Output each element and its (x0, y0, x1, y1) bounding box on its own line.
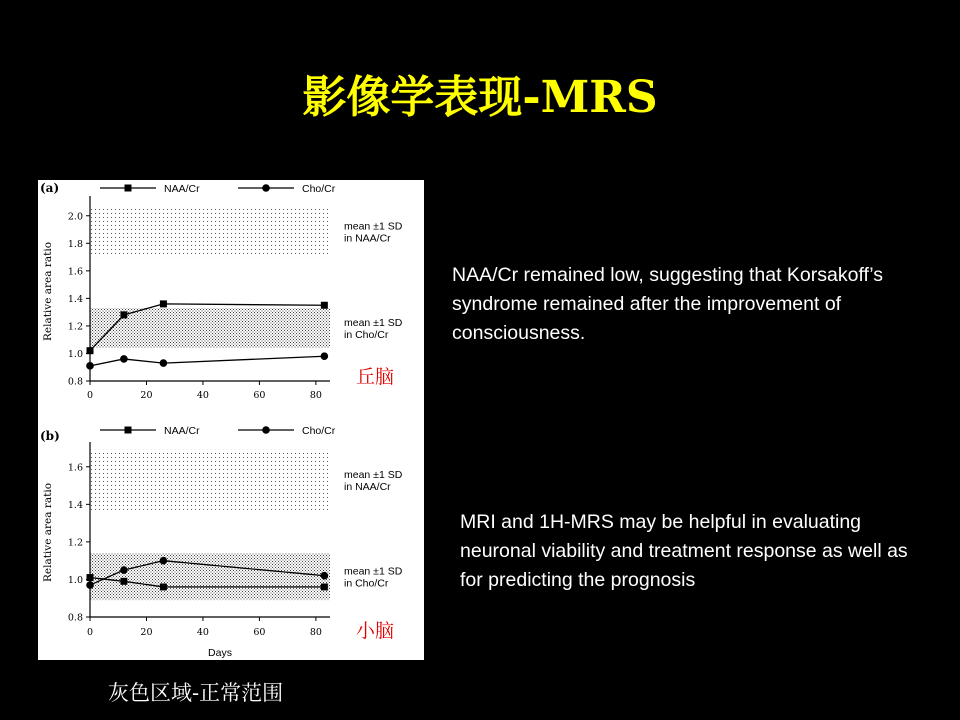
data-point-cho-cr (86, 581, 94, 589)
band-label: mean ±1 SD in Cho/Cr (344, 316, 403, 341)
x-tick-label: 40 (196, 390, 209, 401)
panel-label: (a) (40, 181, 60, 195)
gray-area-caption: 灰色区域-正常范围 (108, 681, 284, 705)
region-label-thalamus: 丘脑 (356, 366, 395, 388)
data-point-naa-cr (87, 574, 94, 581)
data-point-naa-cr (321, 583, 328, 590)
x-tick-label: 20 (140, 390, 153, 401)
data-point-cho-cr (321, 572, 329, 580)
legend-entry: Cho/Cr (302, 183, 336, 195)
y-tick-label: 1.4 (67, 499, 83, 511)
x-tick-label: 20 (140, 627, 153, 638)
y-tick-label: 2.0 (67, 211, 83, 223)
data-point-naa-cr (120, 578, 127, 585)
y-tick-label: 0.8 (67, 376, 83, 388)
legend-entry: NAA/Cr (164, 183, 200, 195)
mrs-chart-svg (38, 180, 424, 660)
y-tick-label: 1.2 (67, 321, 83, 333)
data-point-naa-cr (87, 347, 94, 354)
legend-entry: NAA/Cr (164, 425, 200, 437)
legend-marker-square (125, 427, 132, 434)
y-tick-label: 0.8 (67, 612, 83, 624)
y-tick-label: 1.0 (67, 574, 83, 586)
normal-range-band (90, 553, 330, 600)
data-point-naa-cr (120, 311, 127, 318)
data-point-cho-cr (321, 352, 329, 360)
x-tick-label: 80 (309, 627, 322, 638)
data-point-naa-cr (160, 583, 167, 590)
legend-entry: Cho/Cr (302, 425, 336, 437)
panel-label: (b) (40, 429, 60, 443)
band-label: mean ±1 SD in NAA/Cr (344, 468, 403, 493)
y-tick-label: 1.6 (67, 462, 83, 474)
legend-marker-circle (262, 184, 270, 192)
y-axis-label: Relative area ratio (42, 482, 54, 583)
y-tick-label: 1.0 (67, 348, 83, 360)
data-point-cho-cr (160, 557, 168, 565)
data-point-cho-cr (160, 359, 168, 367)
legend-marker-square (125, 185, 132, 192)
note-mri-mrs: MRI and 1H-MRS may be helpful in evaluating neuronal viability and treatment response as well as for predicting the prognosis (460, 511, 908, 591)
y-tick-label: 1.8 (67, 238, 83, 250)
x-axis-label: Days (208, 647, 232, 659)
x-tick-label: 0 (86, 627, 94, 638)
note-naa-cr: NAA/Cr remained low, suggesting that Korsakoff’s syndrome remained after the improvement of consciousness. (452, 264, 884, 344)
mrs-figure (38, 180, 424, 660)
data-point-cho-cr (120, 355, 128, 363)
slide-title: 影像学表现-MRS (302, 72, 658, 123)
y-axis-label: Relative area ratio (42, 241, 54, 342)
y-tick-label: 1.6 (67, 266, 83, 278)
y-tick-label: 1.2 (67, 537, 83, 549)
x-tick-label: 60 (253, 627, 266, 638)
region-label-cerebellum: 小脑 (356, 620, 395, 642)
data-point-naa-cr (321, 302, 328, 309)
normal-range-band (90, 206, 330, 257)
data-point-cho-cr (86, 362, 94, 370)
x-tick-label: 80 (309, 390, 322, 401)
legend-marker-circle (262, 426, 270, 434)
normal-range-band (90, 450, 330, 510)
x-tick-label: 40 (196, 627, 209, 638)
data-point-naa-cr (160, 300, 167, 307)
y-tick-label: 1.4 (67, 293, 83, 305)
x-tick-label: 60 (253, 390, 266, 401)
x-tick-label: 0 (86, 390, 94, 401)
data-point-cho-cr (120, 566, 128, 574)
band-label: mean ±1 SD in NAA/Cr (344, 220, 403, 245)
band-label: mean ±1 SD in Cho/Cr (344, 565, 403, 590)
